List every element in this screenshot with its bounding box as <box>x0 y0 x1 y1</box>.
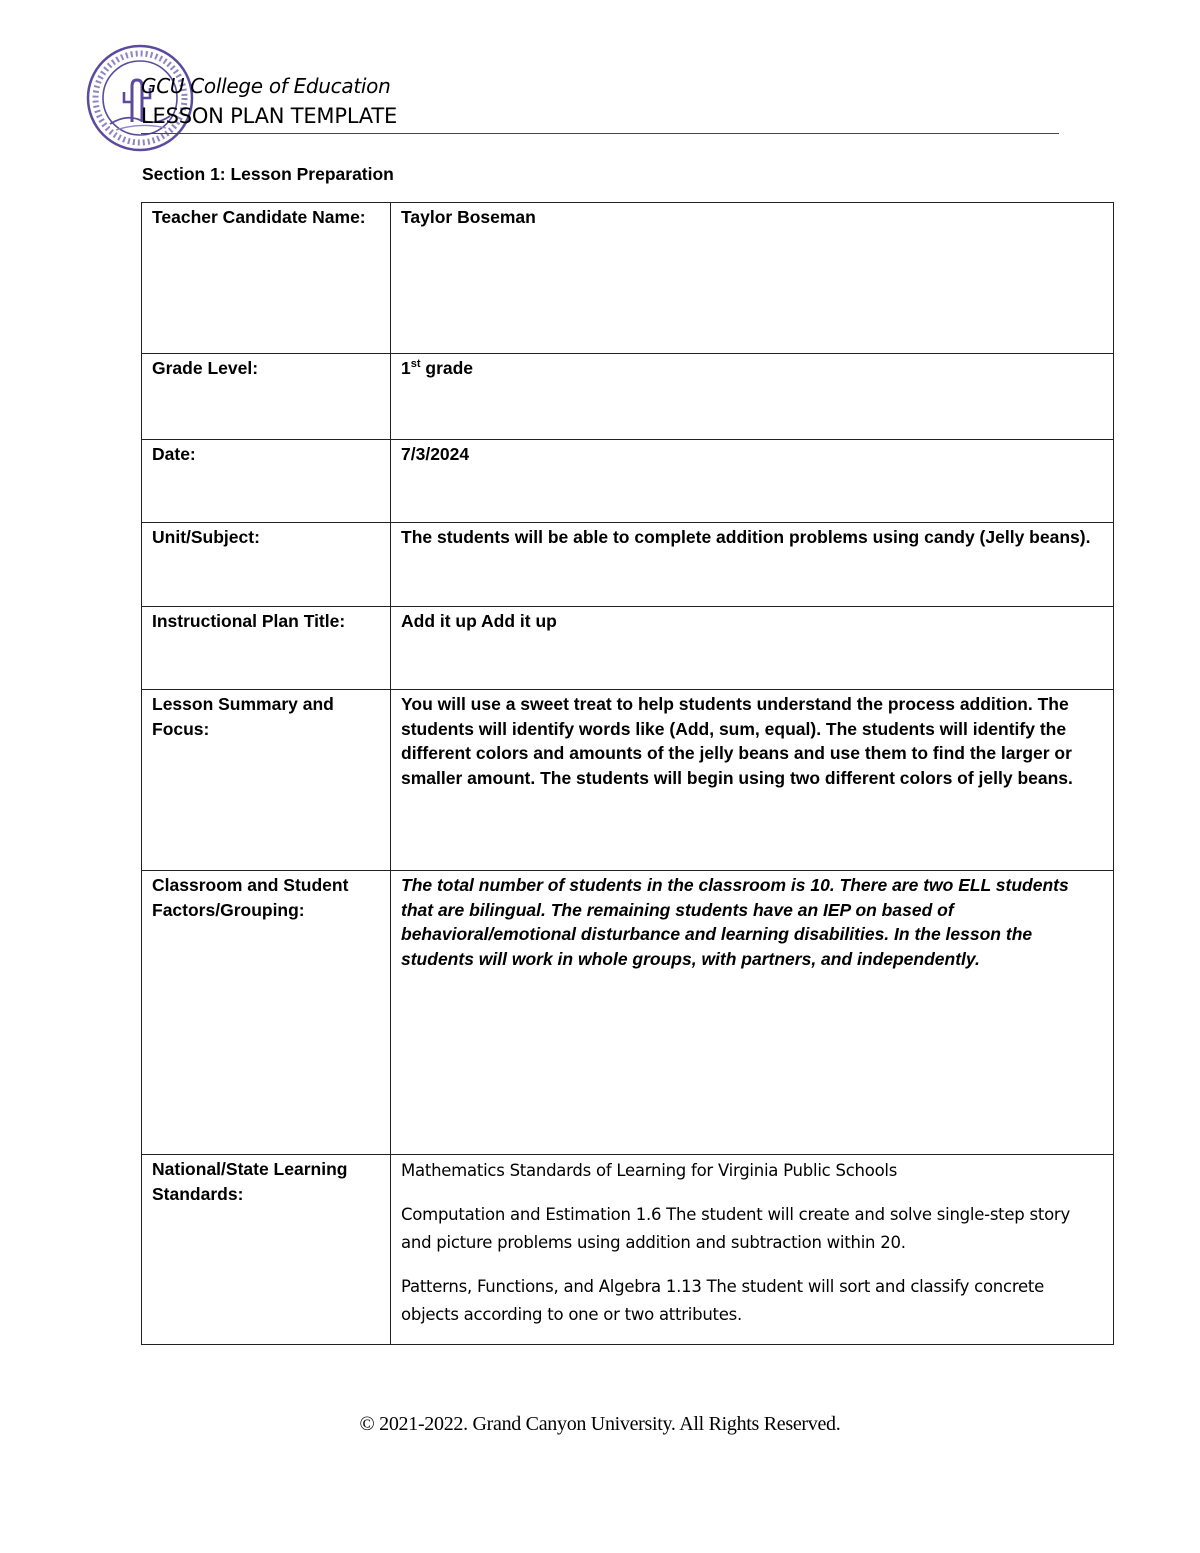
plan-title-value: Add it up Add it up <box>391 607 1114 690</box>
plan-title-label: Instructional Plan Title: <box>142 607 391 690</box>
table-row-summary <box>142 690 1114 871</box>
date-label: Date: <box>142 440 391 523</box>
table-row-grade <box>142 354 1114 440</box>
standards-paragraph: Patterns, Functions, and Algebra 1.13 The student will sort and classify concrete objects according to one or two attributes. <box>401 1277 1045 1324</box>
grade-text: grade <box>420 358 474 378</box>
date-value: 7/3/2024 <box>391 440 1114 523</box>
grade-level-value <box>391 354 1114 440</box>
table-row-date <box>142 440 1114 523</box>
standards-paragraph: Computation and Estimation 1.6 The student will create and solve single-step story and picture problems using addition and subtraction within 20. <box>401 1205 1070 1252</box>
teacher-name-value: Taylor Boseman <box>391 203 1114 354</box>
college-name: GCU College of Education <box>141 74 391 98</box>
standards-value <box>391 1155 1114 1345</box>
lesson-summary-label: Lesson Summary and Focus: <box>142 690 391 871</box>
copyright-footer: © 2021-2022. Grand Canyon University. All Rights Reserved. <box>359 1413 841 1435</box>
section-title: Section 1: Lesson Preparation <box>142 164 394 184</box>
template-title: LESSON PLAN TEMPLATE <box>141 104 398 128</box>
header-divider <box>141 133 1059 134</box>
table-row-teacher <box>142 203 1114 354</box>
grade-ordinal-suffix: st <box>410 358 421 371</box>
university-seal-icon <box>86 44 194 152</box>
standards-paragraph: Mathematics Standards of Learning for Virginia Public Schools <box>401 1161 898 1180</box>
unit-subject-label: Unit/Subject: <box>142 523 391 607</box>
table-row-classroom <box>142 871 1114 1155</box>
standards-label: National/State Learning Standards: <box>142 1155 391 1345</box>
lesson-preparation-table <box>141 202 1114 1345</box>
grade-level-label: Grade Level: <box>142 354 391 440</box>
classroom-factors-label: Classroom and Student Factors/Grouping: <box>142 871 391 1155</box>
table-row-unit <box>142 523 1114 607</box>
table-row-plan-title <box>142 607 1114 690</box>
lesson-summary-value: You will use a sweet treat to help students understand the process addition. The students will identify words like (Add, sum, equal). The students will identify the different colors and amounts of the jelly beans and use them to find the larger or smaller amount. The students will begin using two different colors of jelly beans. <box>391 690 1114 871</box>
grade-number: 1 <box>401 358 411 378</box>
teacher-name-label: Teacher Candidate Name: <box>142 203 391 354</box>
classroom-factors-value: The total number of students in the classroom is 10. There are two ELL students that are bilingual. The remaining students have an IEP on based of behavioral/emotional disturbance and learning disabilities. In the lesson the students will work in whole groups, with partners, and independently. <box>391 871 1114 1155</box>
table-row-standards <box>142 1155 1114 1345</box>
unit-subject-value: The students will be able to complete addition problems using candy (Jelly beans). <box>391 523 1114 607</box>
